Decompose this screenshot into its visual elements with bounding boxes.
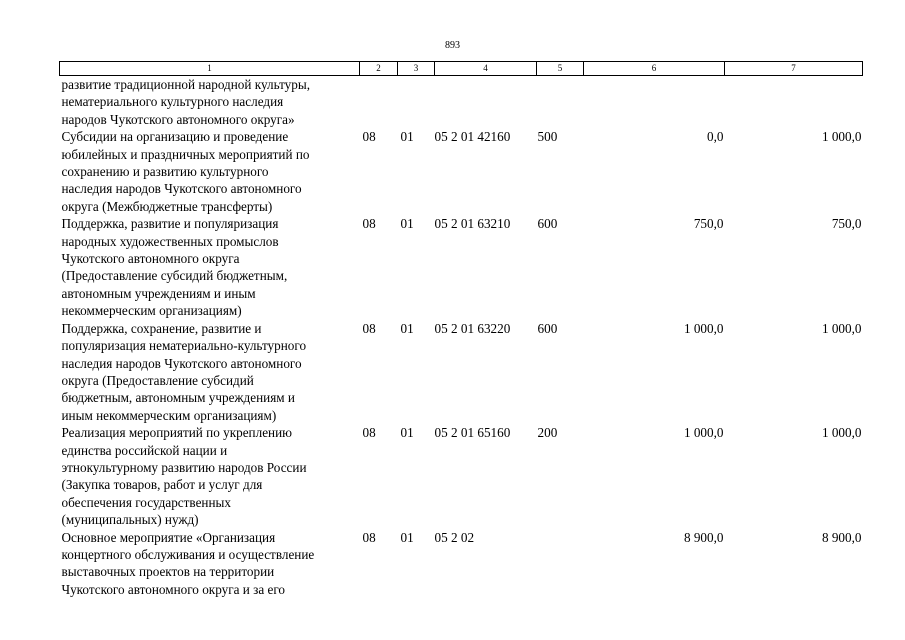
- row-target-code: 05 2 01 65160: [434, 425, 511, 441]
- page-number: 893: [445, 40, 460, 51]
- table-row: [60, 424, 863, 528]
- header-col-1: 1: [60, 62, 360, 76]
- header-col-3: 3: [398, 62, 435, 76]
- row-target-code: [435, 76, 537, 129]
- header-col-4: 4: [435, 62, 537, 76]
- row-amount-col6: [584, 76, 725, 129]
- row-amount-col7: 1 000,0: [821, 425, 862, 441]
- row-expense-type: 600: [537, 216, 558, 232]
- row-expense-type: [537, 76, 584, 129]
- row-amount-col7: [725, 76, 863, 129]
- header-col-7: 7: [725, 62, 863, 76]
- row-description: развитие традиционной народной культуры, нематериального культурного наследия народов Чукотского автономного округа»: [61, 77, 311, 127]
- row-amount-col6: 750,0: [693, 216, 724, 232]
- row-description: Поддержка, развитие и популяризация народных художественных промыслов Чукотского автономного округа (Предоставление субсидий бюджетным, автономным учреждениям и иным некоммерческим организациям): [61, 216, 288, 319]
- row-description: Основное мероприятие «Организация концертного обслуживания и осуществление выставочных проектов на территории Чукотского автономного округа и за его: [61, 529, 315, 597]
- row-section: 08: [362, 529, 376, 545]
- row-section: 08: [362, 320, 376, 336]
- row-subsection: 01: [400, 129, 414, 145]
- row-expense-type: 200: [537, 425, 558, 441]
- row-subsection: 01: [400, 320, 414, 336]
- row-subsection: 01: [400, 529, 414, 545]
- header-col-6: 6: [584, 62, 725, 76]
- column-number-header: [60, 62, 863, 76]
- row-description: Субсидии на организацию и проведение юбилейных и праздничных мероприятий по сохранению и развитию культурного наследия народов Чукотского автономного округа (Межбюджетные трансферты): [61, 129, 310, 214]
- table-row: [60, 76, 863, 129]
- row-subsection: 01: [400, 425, 414, 441]
- row-section: 08: [362, 425, 376, 441]
- row-expense-type: 500: [537, 129, 558, 145]
- row-amount-col7: 1 000,0: [821, 129, 862, 145]
- row-target-code: 05 2 02: [434, 529, 475, 545]
- table-row: [60, 529, 863, 599]
- row-amount-col6: 1 000,0: [683, 425, 724, 441]
- table-row: [60, 215, 863, 319]
- header-row: [60, 62, 863, 76]
- budget-table: [59, 61, 863, 598]
- row-subsection: 01: [400, 216, 414, 232]
- row-description: Поддержка, сохранение, развитие и популяризация нематериально-культурного наследия народов Чукотского автономного округа (Предоставление субсидий бюджетным, автономным учреждениям и иным некоммерческим организациям): [61, 320, 307, 423]
- row-expense-type: [537, 529, 584, 599]
- row-target-code: 05 2 01 63210: [434, 216, 511, 232]
- row-amount-col7: 1 000,0: [821, 320, 862, 336]
- row-amount-col7: 8 900,0: [821, 529, 862, 545]
- row-section: [360, 76, 398, 129]
- row-target-code: 05 2 01 63220: [434, 320, 511, 336]
- row-amount-col6: 1 000,0: [683, 320, 724, 336]
- row-expense-type: 600: [537, 320, 558, 336]
- row-section: 08: [362, 129, 376, 145]
- row-section: 08: [362, 216, 376, 232]
- row-amount-col6: 0,0: [707, 129, 724, 145]
- row-subsection: [398, 76, 435, 129]
- row-description: Реализация мероприятий по укреплению единства российской нации и этнокультурному развитию народов России (Закупка товаров, работ и услуг для обеспечения государственных (муниципальных) нужд): [61, 425, 307, 528]
- header-col-5: 5: [537, 62, 584, 76]
- row-amount-col7: 750,0: [831, 216, 862, 232]
- row-amount-col6: 8 900,0: [683, 529, 724, 545]
- table-row: [60, 320, 863, 424]
- row-target-code: 05 2 01 42160: [434, 129, 511, 145]
- table-row: [60, 128, 863, 215]
- header-col-2: 2: [360, 62, 398, 76]
